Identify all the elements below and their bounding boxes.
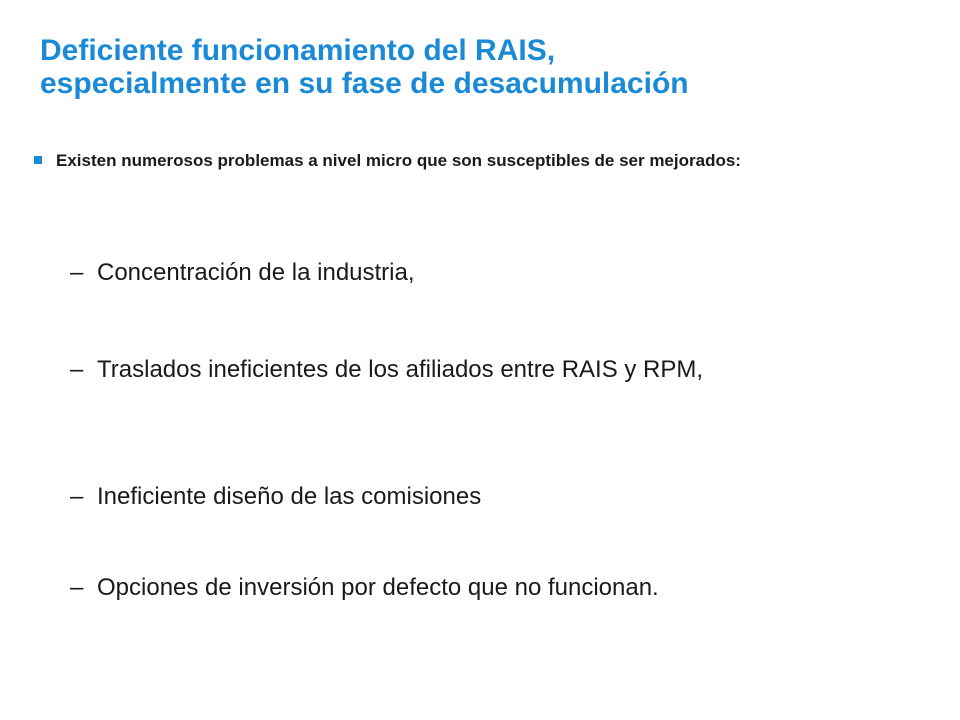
- slide-title: [40, 34, 920, 100]
- dash-marker: –: [70, 259, 84, 286]
- sub-item-text: Concentración de la industria,: [97, 259, 415, 286]
- title-line-1: Deficiente funcionamiento del RAIS,: [40, 34, 556, 67]
- sub-item-text: Opciones de inversión por defecto que no funcionan.: [97, 574, 659, 601]
- square-bullet-icon: [34, 156, 42, 164]
- sub-item-investment-options: [70, 573, 890, 603]
- sub-item-text: Traslados ineficientes de los afiliados entre RAIS y RPM,: [97, 356, 704, 383]
- dash-marker: –: [70, 574, 84, 601]
- dash-marker: –: [70, 483, 84, 510]
- sub-item-text: Ineficiente diseño de las comisiones: [97, 483, 482, 510]
- sub-item-concentration: [70, 258, 890, 288]
- sub-item-transfers: [70, 355, 890, 385]
- sub-item-commissions: [70, 482, 890, 512]
- main-bullet-text: Existen numerosos problemas a nivel micro que son susceptibles de ser mejorados:: [56, 151, 741, 170]
- main-bullet: [34, 146, 854, 175]
- dash-marker: –: [70, 356, 84, 383]
- title-line-2: especialmente en su fase de desacumulación: [40, 67, 689, 100]
